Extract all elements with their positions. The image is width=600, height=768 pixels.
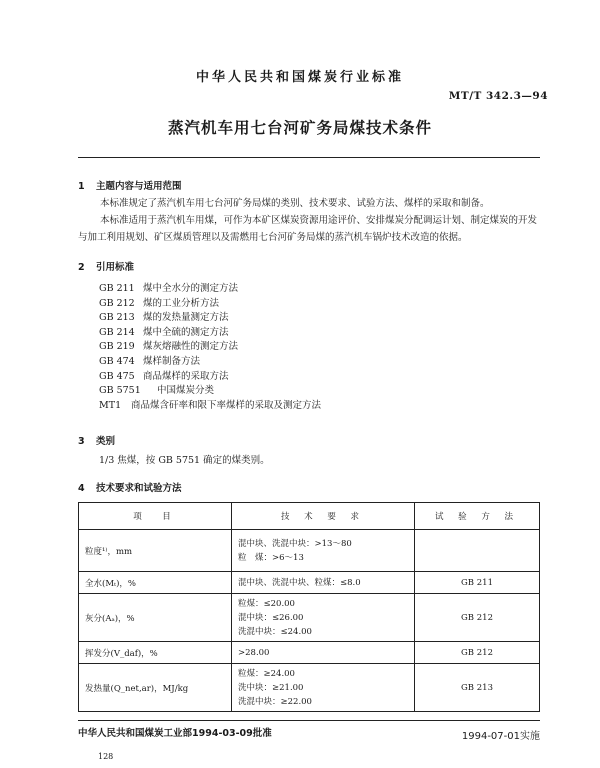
section-title: 技术要求和试验方法 xyxy=(96,483,182,494)
requirement-line: 洗混中块：≤24.00 xyxy=(238,626,312,637)
reference-item xyxy=(99,311,321,326)
requirement-line: 粒 煤：>6～13 xyxy=(238,552,304,563)
reference-item xyxy=(99,370,321,385)
section-number: 3 xyxy=(78,436,85,447)
section-1-heading xyxy=(78,178,182,192)
reference-code: GB 474 xyxy=(99,355,135,367)
row-item: 全水(Mₜ)，% xyxy=(79,572,232,594)
section-number: 2 xyxy=(78,262,85,273)
approval-statement: 中华人民共和国煤炭工业部1994-03-09批准 xyxy=(78,728,272,739)
reference-item xyxy=(99,355,321,370)
requirement-line: 粒煤：≥24.00 xyxy=(238,668,295,679)
requirement-line: 混中块、洗混中块：>13～80 xyxy=(238,538,352,549)
section-3-paragraph: 1/3 焦煤，按 GB 5751 确定的煤类别。 xyxy=(99,455,270,466)
requirement-line: 洗中块：≥21.00 xyxy=(238,682,304,693)
bottom-rule xyxy=(78,720,540,721)
table-row xyxy=(79,642,540,664)
reference-code: GB 5751 xyxy=(99,385,141,397)
section-2-heading xyxy=(78,259,134,273)
reference-item xyxy=(99,399,321,414)
reference-name: 煤中全硫的测定方法 xyxy=(143,326,229,338)
row-method: GB 211 xyxy=(415,572,540,594)
row-item: 粒度¹⁾，mm xyxy=(79,530,232,572)
reference-name: 中国煤炭分类 xyxy=(157,385,215,397)
section-title: 引用标准 xyxy=(96,262,135,273)
section-1-paragraph-1: 本标准规定了蒸汽机车用七台河矿务局煤的类别、技术要求、试验方法、煤样的采取和制备。 xyxy=(100,198,490,209)
section-3-heading xyxy=(78,433,115,447)
row-method xyxy=(415,530,540,572)
table-header-row xyxy=(79,503,540,530)
reference-name: 商品煤样的采取方法 xyxy=(143,370,229,382)
reference-code: GB 219 xyxy=(99,341,135,353)
table-row xyxy=(79,530,540,572)
table-row xyxy=(79,572,540,594)
row-requirement xyxy=(232,664,415,712)
section-title: 类别 xyxy=(96,436,116,447)
reference-name: 煤灰熔融性的测定方法 xyxy=(143,341,239,353)
reference-code: GB 213 xyxy=(99,312,135,324)
row-requirement xyxy=(232,594,415,642)
requirement-line: 洗混中块：≥22.00 xyxy=(238,696,312,707)
requirement-line: 混中块：≤26.00 xyxy=(238,612,304,623)
reference-item xyxy=(99,282,321,297)
reference-name: 煤样制备方法 xyxy=(143,355,201,367)
row-method: GB 213 xyxy=(415,664,540,712)
row-method: GB 212 xyxy=(415,594,540,642)
requirement-line: 粒煤：≤20.00 xyxy=(238,598,295,609)
reference-item xyxy=(99,384,321,399)
header-method: 试 验 方 法 xyxy=(415,503,540,530)
section-title: 主题内容与适用范围 xyxy=(96,181,182,192)
header-item: 项 目 xyxy=(79,503,232,530)
document-title: 蒸汽机车用七台河矿务局煤技术条件 xyxy=(167,119,432,137)
reference-code: MT1 xyxy=(99,399,122,411)
requirement-line: >28.00 xyxy=(238,647,270,658)
reference-list xyxy=(99,282,321,413)
row-requirement xyxy=(232,642,415,664)
requirement-line: 混中块、洗混中块、粒煤：≤8.0 xyxy=(238,577,361,588)
row-requirement xyxy=(232,530,415,572)
reference-code: GB 475 xyxy=(99,370,135,382)
page-number: 128 xyxy=(98,752,114,761)
row-item: 发热量(Q_net,ar)，MJ/kg xyxy=(79,664,232,712)
section-number: 4 xyxy=(78,483,85,494)
industry-heading: 中华人民共和国煤炭行业标准 xyxy=(195,70,404,85)
table-row xyxy=(79,664,540,712)
section-1-paragraph-2: 本标准适用于蒸汽机车用煤，可作为本矿区煤炭资源用途评价、安排煤炭分配调运计划、制定煤炭的开发与加工利用规划、矿区煤质管理以及需燃用七台河矿务局煤的蒸汽机车锅炉技术改造的依据。 xyxy=(78,215,538,243)
technical-requirements-table xyxy=(78,502,540,712)
standard-number: MT/T 342.3—94 xyxy=(448,90,548,102)
reference-name: 商品煤含矸率和限下率煤样的采取及测定方法 xyxy=(131,399,322,411)
section-number: 1 xyxy=(78,181,85,192)
effective-date: 1994-07-01实施 xyxy=(461,731,540,742)
row-item: 挥发分(V_daf)，% xyxy=(79,642,232,664)
reference-item xyxy=(99,297,321,312)
row-method: GB 212 xyxy=(415,642,540,664)
reference-code: GB 214 xyxy=(99,326,135,338)
reference-code: GB 211 xyxy=(99,283,135,294)
reference-item xyxy=(99,340,321,355)
top-rule xyxy=(78,157,540,158)
reference-item xyxy=(99,326,321,341)
section-4-heading xyxy=(78,480,182,494)
reference-name: 煤的工业分析方法 xyxy=(143,297,220,309)
reference-name: 煤的发热量测定方法 xyxy=(143,312,229,324)
row-item: 灰分(Aₐ)，% xyxy=(79,594,232,642)
header-requirement: 技 术 要 求 xyxy=(232,503,415,530)
reference-name: 煤中全水分的测定方法 xyxy=(143,283,239,294)
reference-code: GB 212 xyxy=(99,297,135,309)
table-row xyxy=(79,594,540,642)
row-requirement xyxy=(232,572,415,594)
